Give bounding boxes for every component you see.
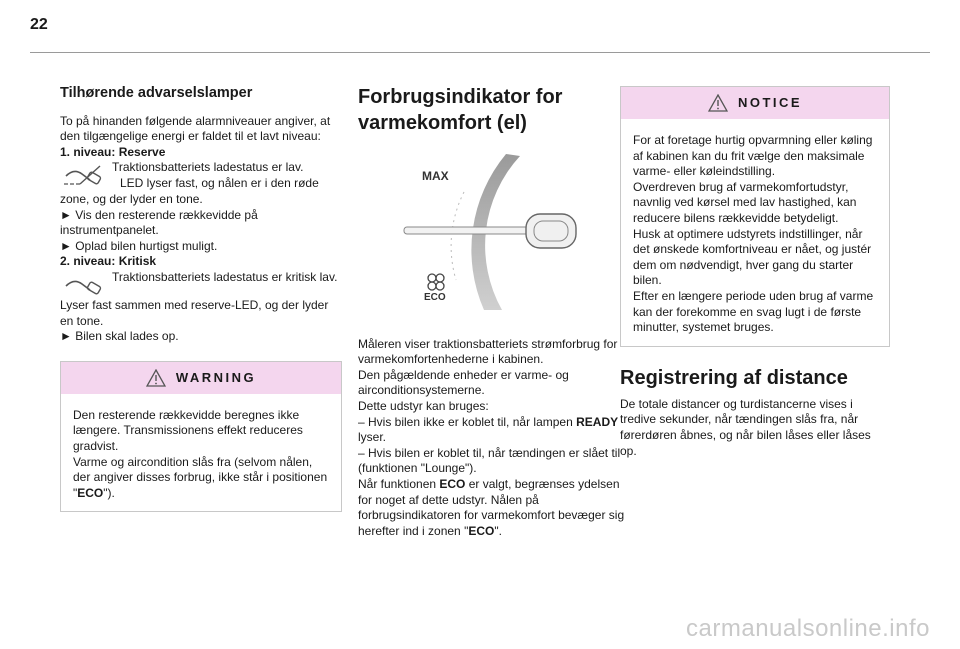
dash1-start: – Hvis bilen ikke er koblet til, når lampen — [358, 414, 577, 429]
p4-mid: er valgt, begrænses ydelsen for noget af dette udstyr. Nålen på forbrugsindikatoren for varmekomfort bevæger sig herefter ind i zonen " — [358, 476, 625, 538]
warning-paragraph-2 — [73, 455, 331, 502]
warning-triangle-icon — [146, 369, 166, 387]
distance-paragraph: De totale distancer og turdistancerne vises i tredive sekunder, når tændingen slås fra, når førerdøren åbnes, og når bilen låses eller låses op. — [620, 396, 871, 458]
level2-line2: Lyser fast sammen med reserve-LED, og der lyder en tone. — [60, 297, 329, 328]
gauge-eco-label: ECO — [424, 292, 446, 303]
heating-consumption-gauge — [386, 150, 586, 320]
gauge-tick-line — [451, 192, 464, 280]
notice-label: NOTICE — [737, 95, 803, 111]
level1-line2: LED lyser fast, og nålen er i den røde zone, og der lyder en tone. — [60, 176, 319, 206]
consumption-dash2: – Hvis bilen er koblet til, når tændingen er slået til (funktionen "Lounge"). — [358, 445, 621, 476]
consumption-dash1 — [358, 415, 628, 446]
p4-start: Når funktionen — [358, 476, 440, 491]
consumption-p3: Dette udstyr kan bruges: — [358, 398, 489, 413]
warning-eco: ECO — [77, 485, 104, 500]
level2-bullet1: ► Bilen skal lades op. — [60, 329, 179, 344]
notice-paragraph-4: Efter en længere periode uden brug af varme kan der forekomme en svag lugt i de første minutter, systemet bruges. — [633, 288, 874, 335]
notice-paragraph-2: Overdreven brug af varmekomfortudstyr, navnlig ved kørsel med lav hastighed, kan reducere bilens rækkevidde betydeligt. — [633, 179, 857, 225]
column-left — [60, 78, 342, 512]
column-middle — [358, 84, 628, 539]
notice-paragraph-1: For at foretage hurtig opvarmning eller køling af kabinen kan du frit vælge den maksimale varme- eller køleindstilling. — [633, 133, 873, 179]
consumption-p2: Den pågældende enheder er varme- og airconditionsystemerne. — [358, 367, 569, 398]
level2-title: 2. niveau: Kritisk — [60, 254, 157, 269]
level2-line1: Traktionsbatteriets ladestatus er kritisk lav. — [112, 269, 338, 284]
notice-box — [620, 86, 890, 347]
notice-paragraph-3: Husk at optimere udstyrets indstillinger, når det ønskede komfortniveau er nået, og justér dem om nødvendigt, hver gang du starter bilen. — [633, 226, 872, 288]
page-number: 22 — [30, 16, 48, 33]
ready-label: READY — [576, 414, 619, 429]
top-rule — [30, 52, 930, 53]
level1-title: 1. niveau: Reserve — [60, 144, 166, 159]
battery-plug-critical-icon — [60, 270, 112, 298]
dash1-end: lyser. — [358, 430, 387, 445]
heat-fan-icon — [428, 274, 444, 290]
intro-text: To på hinanden følgende alarmniveauer angiver, at den tilgængelige energi er faldet til et lavt niveau: — [60, 113, 331, 144]
section-heading-distance: Registrering af distance — [620, 366, 848, 389]
level1-bullet2: ► Oplad bilen hurtigst muligt. — [60, 238, 218, 253]
eco-label-1: ECO — [439, 476, 466, 491]
level1-line1: Traktionsbatteriets ladestatus er lav. — [112, 160, 304, 175]
warning-box-header — [61, 362, 341, 394]
watermark-text: carmanualsonline.info — [686, 615, 930, 642]
warning-box — [60, 361, 342, 513]
eco-label-2: ECO — [468, 523, 495, 538]
notice-triangle-icon — [708, 94, 728, 112]
notice-box-body — [621, 119, 889, 346]
level2-icon-line — [60, 270, 342, 298]
battery-plug-reserve-icon — [60, 160, 112, 188]
notice-box-header — [621, 87, 889, 119]
consumption-p1: Måleren viser traktionsbatteriets strømforbrug for varmekomfortenhederne i kabinen. — [358, 336, 618, 367]
warning-p2-end: "). — [103, 485, 115, 500]
consumption-p4 — [358, 477, 628, 539]
gauge-max-label: MAX — [422, 169, 449, 183]
p4-end: ". — [494, 523, 502, 538]
column-right — [620, 74, 890, 459]
gauge-needle — [404, 227, 534, 234]
warning-box-body — [61, 394, 341, 512]
warning-paragraph-1: Den resterende rækkevidde beregnes ikke længere. Transmissionens effekt reduceres gradvist. — [73, 407, 303, 453]
level1-bullet1: ► Vis den resterende rækkevidde på instrumentpanelet. — [60, 207, 258, 238]
warning-p2-start: Varme og aircondition slås fra (selvom nålen, der angiver disses forbrug, ikke står i positionen " — [73, 454, 328, 500]
section-heading-consumption: Forbrugsindikator for varmekomfort (el) — [358, 86, 563, 134]
section-heading-warning-lamps: Tilhørende advarselslamper — [60, 85, 253, 101]
warning-label: WARNING — [175, 369, 257, 385]
